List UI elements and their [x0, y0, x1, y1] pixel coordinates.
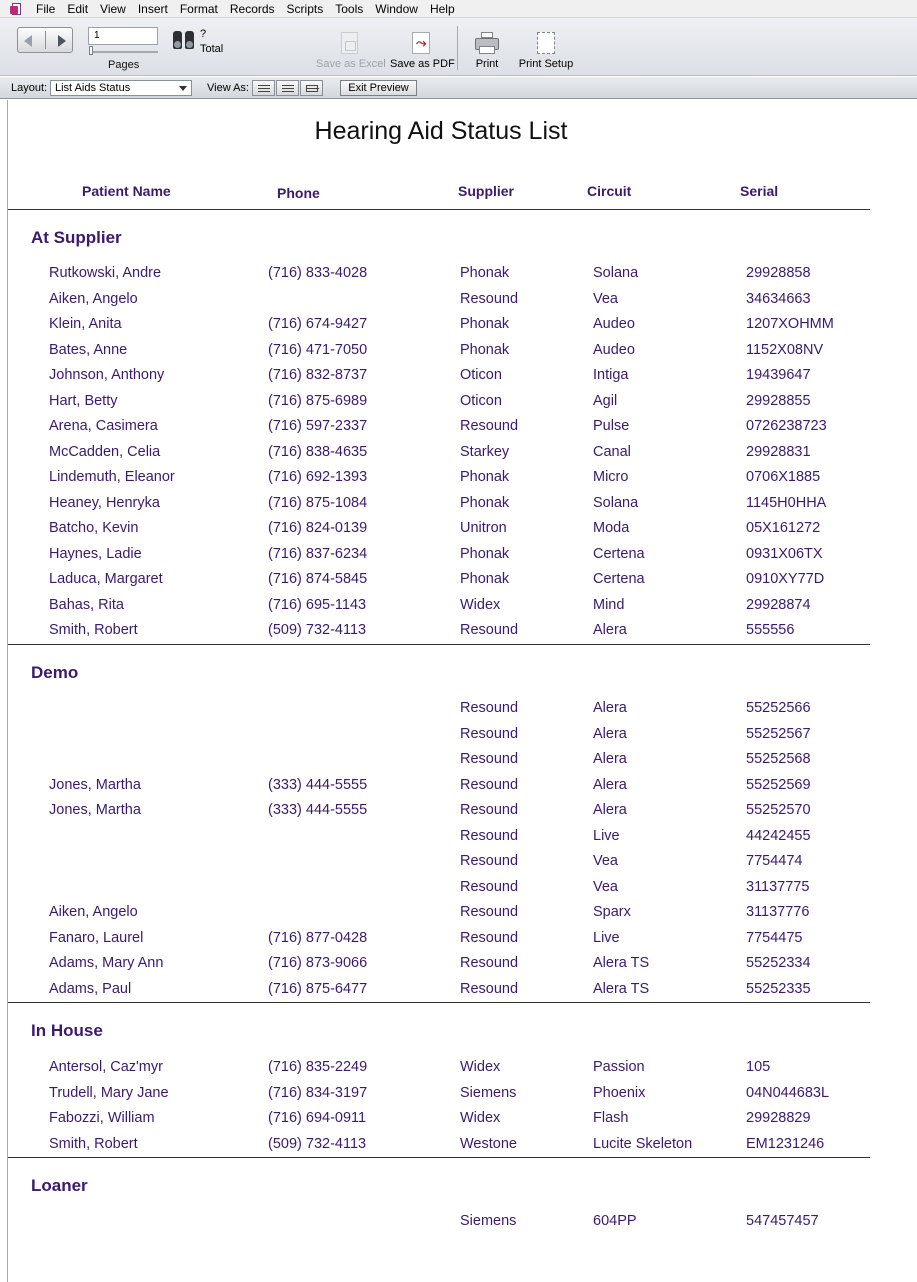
phone-cell: (716) 875-1084: [268, 494, 368, 511]
table-row: [0, 879, 917, 905]
column-header-supplier: Supplier: [458, 183, 515, 199]
circuit-cell: 604PP: [593, 1213, 637, 1229]
circuit-cell: Certena: [593, 571, 645, 587]
circuit-cell: Certena: [593, 545, 645, 562]
supplier-cell: Phonak: [460, 265, 510, 281]
page-slider-track[interactable]: [90, 51, 158, 53]
group-rows-in-house: [0, 1059, 917, 1161]
view-as-form-button[interactable]: [252, 80, 275, 96]
circuit-cell: Alera TS: [593, 980, 650, 997]
view-as-list-button[interactable]: [276, 80, 299, 96]
serial-cell: 7754474: [746, 853, 803, 869]
table-row: [0, 265, 917, 291]
menu-format[interactable]: Format: [179, 1, 218, 16]
column-header-circuit: Circuit: [587, 183, 632, 199]
supplier-cell: Resound: [460, 827, 519, 844]
phone-cell: (333) 444-5555: [268, 776, 368, 793]
supplier-cell: Resound: [460, 878, 519, 895]
group-title-at-supplier: At Supplier: [31, 228, 122, 247]
supplier-cell: Resound: [460, 904, 519, 920]
patient-name-cell: Bahas, Rita: [49, 596, 124, 613]
circuit-cell: Passion: [593, 1059, 645, 1075]
patient-name-cell: Hart, Betty: [49, 392, 118, 409]
table-row: [0, 726, 917, 752]
table-row: [0, 1059, 917, 1085]
group-rows-loaner: [0, 1213, 917, 1239]
serial-cell: 44242455: [746, 827, 811, 844]
group-rule: [8, 1002, 870, 1003]
circuit-cell: Micro: [593, 469, 629, 485]
table-row: [0, 930, 917, 956]
serial-cell: 29928831: [746, 443, 811, 460]
print-button[interactable]: Print: [470, 32, 504, 70]
group-rule: [8, 1157, 870, 1158]
toolbar-separator: [457, 26, 458, 70]
patient-name-cell: Batcho, Kevin: [49, 520, 139, 536]
circuit-cell: Pulse: [593, 418, 630, 434]
table-row: [0, 291, 917, 317]
previous-page-icon[interactable]: [24, 35, 32, 47]
patient-name-cell: Haynes, Ladie: [49, 545, 142, 562]
patient-name-cell: Arena, Casimera: [49, 418, 158, 434]
table-row: [0, 1213, 917, 1239]
table-row: [0, 1085, 917, 1111]
supplier-cell: Resound: [460, 290, 519, 307]
circuit-cell: Live: [593, 827, 620, 844]
supplier-cell: Resound: [460, 622, 519, 638]
form-view-icon: [258, 85, 270, 92]
menu-file[interactable]: File: [36, 1, 56, 16]
excel-document-icon: [334, 32, 364, 56]
menu-bar: [0, 0, 917, 18]
supplier-cell: Resound: [460, 776, 519, 793]
supplier-cell: Phonak: [460, 494, 510, 511]
supplier-cell: Starkey: [460, 443, 510, 460]
supplier-cell: Phonak: [460, 316, 510, 332]
table-row: [0, 444, 917, 470]
phone-cell: (716) 833-4028: [268, 265, 368, 281]
serial-cell: 29928829: [746, 1110, 811, 1126]
patient-name-cell: Aiken, Angelo: [49, 904, 138, 920]
phone-cell: (716) 874-5845: [268, 571, 368, 587]
table-row: [0, 802, 917, 828]
serial-cell: 0910XY77D: [746, 571, 825, 587]
phone-cell: (716) 837-6234: [268, 545, 368, 562]
phone-cell: (716) 834-3197: [268, 1084, 368, 1101]
serial-cell: 55252569: [746, 776, 811, 793]
serial-cell: 1152X08NV: [746, 341, 824, 358]
serial-cell: 0706X1885: [746, 469, 821, 485]
serial-cell: 0931X06TX: [746, 545, 823, 562]
circuit-cell: Alera: [593, 776, 627, 793]
phone-cell: (716) 835-2249: [268, 1059, 368, 1075]
circuit-cell: Vea: [593, 853, 618, 869]
save-as-pdf-button[interactable]: ⤳ Save as PDF: [390, 32, 452, 70]
supplier-cell: Unitron: [460, 520, 507, 536]
phone-cell: (716) 694-0911: [268, 1110, 367, 1126]
layout-bar: [0, 77, 917, 99]
patient-name-cell: Fanaro, Laurel: [49, 929, 144, 946]
patient-name-cell: Smith, Robert: [49, 1135, 138, 1152]
table-row: [0, 495, 917, 521]
phone-cell: (716) 877-0428: [268, 929, 368, 946]
phone-cell: (716) 838-4635: [268, 443, 368, 460]
supplier-cell: Resound: [460, 853, 519, 869]
serial-cell: 55252567: [746, 725, 811, 742]
column-header-patient-name: Patient Name: [82, 183, 171, 199]
serial-cell: 55252570: [746, 802, 811, 818]
phone-cell: (509) 732-4113: [268, 1135, 367, 1152]
patient-name-cell: Aiken, Angelo: [49, 290, 138, 307]
circuit-cell: Audeo: [593, 316, 635, 332]
table-row: [0, 1110, 917, 1136]
group-rows-at-supplier: [0, 265, 917, 648]
circuit-cell: Audeo: [593, 341, 635, 358]
serial-cell: 105: [746, 1059, 771, 1075]
serial-cell: 55252334: [746, 955, 811, 971]
circuit-cell: Solana: [593, 494, 639, 511]
supplier-cell: Resound: [460, 802, 519, 818]
phone-cell: (716) 875-6477: [268, 980, 368, 997]
supplier-cell: Resound: [460, 700, 519, 716]
view-as-label: View As:: [207, 82, 249, 94]
print-setup-button[interactable]: Print Setup: [517, 32, 575, 70]
layout-select-value: List Aids Status: [55, 82, 131, 94]
table-row: [0, 469, 917, 495]
binoculars-icon: [173, 31, 195, 51]
table-row: [0, 571, 917, 597]
serial-cell: 555556: [746, 622, 795, 638]
serial-cell: 1207XOHMM: [746, 316, 834, 332]
column-header-phone: Phone: [277, 185, 320, 201]
supplier-cell: Resound: [460, 955, 519, 971]
list-view-icon: [282, 85, 294, 92]
circuit-cell: Alera: [593, 622, 627, 638]
circuit-cell: Mind: [593, 596, 625, 613]
table-row: [0, 700, 917, 726]
menu-view[interactable]: View: [100, 1, 126, 16]
serial-cell: 29928858: [746, 265, 811, 281]
pdf-document-icon: ⤳: [396, 32, 446, 56]
serial-cell: 29928874: [746, 596, 811, 613]
serial-cell: 19439647: [746, 367, 811, 383]
serial-cell: 547457457: [746, 1213, 819, 1229]
supplier-cell: Resound: [460, 418, 519, 434]
serial-cell: 55252335: [746, 980, 811, 997]
group-rule: [8, 644, 870, 645]
patient-name-cell: Jones, Martha: [49, 802, 141, 818]
table-row: [0, 342, 917, 368]
circuit-cell: Alera: [593, 700, 627, 716]
serial-cell: 0726238723: [746, 418, 827, 434]
patient-name-cell: McCadden, Celia: [49, 443, 161, 460]
supplier-cell: Widex: [460, 1110, 501, 1126]
table-row: [0, 393, 917, 419]
supplier-cell: Westone: [460, 1135, 517, 1152]
phone-cell: (716) 873-9066: [268, 955, 368, 971]
view-as-table-button[interactable]: [300, 80, 323, 96]
supplier-cell: Phonak: [460, 571, 510, 587]
table-row: [0, 546, 917, 572]
column-header-serial: Serial: [740, 183, 779, 199]
phone-cell: (716) 832-8737: [268, 367, 368, 383]
table-row: [0, 751, 917, 777]
serial-cell: 04N044683L: [746, 1084, 830, 1101]
phone-cell: (716) 692-1393: [268, 469, 368, 485]
header-rule: [8, 209, 870, 210]
layout-label: Layout:: [11, 82, 48, 94]
circuit-cell: Intiga: [593, 367, 629, 383]
serial-cell: 31137775: [746, 878, 810, 895]
supplier-cell: Siemens: [460, 1084, 517, 1101]
patient-name-cell: Johnson, Anthony: [49, 367, 165, 383]
patient-name-cell: Bates, Anne: [49, 341, 128, 358]
supplier-cell: Resound: [460, 751, 519, 767]
serial-cell: 7754475: [746, 929, 803, 946]
circuit-cell: Live: [593, 929, 620, 946]
patient-name-cell: Adams, Paul: [49, 980, 132, 997]
menu-edit[interactable]: Edit: [67, 1, 89, 16]
circuit-cell: Alera: [593, 802, 627, 818]
circuit-cell: Vea: [593, 878, 618, 895]
patient-name-cell: Trudell, Mary Jane: [49, 1084, 169, 1101]
supplier-cell: Resound: [460, 725, 519, 742]
group-title-demo: Demo: [31, 663, 79, 682]
table-row: [0, 904, 917, 930]
supplier-cell: Oticon: [460, 367, 502, 383]
menu-insert[interactable]: Insert: [137, 1, 168, 16]
supplier-cell: Phonak: [460, 469, 510, 485]
supplier-cell: Oticon: [460, 392, 502, 409]
exit-preview-button[interactable]: Exit Preview: [340, 80, 417, 96]
circuit-cell: Flash: [593, 1110, 629, 1126]
circuit-cell: Moda: [593, 520, 630, 536]
pages-label: Pages: [108, 59, 140, 71]
phone-cell: (716) 695-1143: [268, 596, 367, 613]
group-title-in-house: In House: [31, 1021, 103, 1040]
page-number-input[interactable]: 1: [88, 27, 158, 45]
book-spine-icon: [45, 31, 46, 49]
patient-name-cell: Klein, Anita: [49, 316, 122, 332]
phone-cell: (333) 444-5555: [268, 802, 368, 818]
circuit-cell: Alera: [593, 725, 627, 742]
patient-name-cell: Adams, Mary Ann: [49, 955, 164, 971]
page-slider-thumb[interactable]: [89, 46, 93, 55]
circuit-cell: Agil: [593, 392, 618, 409]
serial-cell: 1145H0HHA: [746, 494, 827, 511]
menu-scripts[interactable]: Scripts: [286, 1, 324, 16]
patient-name-cell: Lindemuth, Eleanor: [49, 469, 175, 485]
phone-cell: (716) 597-2337: [268, 418, 368, 434]
circuit-cell: Solana: [593, 265, 639, 281]
serial-cell: EM1231246: [746, 1135, 825, 1152]
status-toolbar: [0, 18, 917, 76]
total-label: Total: [200, 43, 224, 55]
circuit-cell: Phoenix: [593, 1084, 646, 1101]
table-row: [0, 955, 917, 981]
circuit-cell: Vea: [593, 290, 618, 307]
total-count: ?: [200, 28, 207, 40]
menu-tools[interactable]: Tools: [335, 1, 364, 16]
menu-window[interactable]: Window: [375, 1, 418, 16]
circuit-cell: Alera TS: [593, 955, 650, 971]
menu-help[interactable]: Help: [429, 1, 455, 16]
app-icon: [10, 2, 24, 16]
report-title: Hearing Aid Status List: [314, 117, 568, 145]
supplier-cell: Siemens: [460, 1213, 517, 1229]
patient-name-cell: Heaney, Henryka: [49, 494, 160, 511]
table-row: [0, 520, 917, 546]
supplier-cell: Widex: [460, 1059, 501, 1075]
serial-cell: 31137776: [746, 904, 810, 920]
table-view-icon: [306, 85, 318, 92]
table-row: [0, 597, 917, 623]
printer-icon: [470, 32, 504, 56]
supplier-cell: Phonak: [460, 341, 510, 358]
patient-name-cell: Laduca, Margaret: [49, 571, 163, 587]
table-row: [0, 316, 917, 342]
phone-cell: (716) 471-7050: [268, 341, 368, 358]
supplier-cell: Phonak: [460, 545, 510, 562]
serial-cell: 55252568: [746, 751, 811, 767]
next-page-icon[interactable]: [58, 35, 66, 47]
group-rows-demo: [0, 700, 917, 1006]
book-navigator[interactable]: [17, 27, 73, 53]
phone-cell: (716) 674-9427: [268, 316, 368, 332]
patient-name-cell: Smith, Robert: [49, 622, 138, 638]
phone-cell: (716) 875-6989: [268, 392, 368, 409]
circuit-cell: Sparx: [593, 904, 631, 920]
table-row: [0, 853, 917, 879]
serial-cell: 34634663: [746, 290, 811, 307]
supplier-cell: Resound: [460, 929, 519, 946]
serial-cell: 55252566: [746, 700, 811, 716]
table-row: [0, 418, 917, 444]
patient-name-cell: Antersol, Caz'myr: [49, 1059, 163, 1075]
circuit-cell: Lucite Skeleton: [593, 1135, 693, 1152]
serial-cell: 29928855: [746, 392, 811, 409]
supplier-cell: Resound: [460, 980, 519, 997]
table-row: [0, 777, 917, 803]
layout-select[interactable]: [50, 80, 192, 96]
menu-records[interactable]: Records: [229, 1, 275, 16]
phone-cell: (716) 824-0139: [268, 520, 368, 536]
chevron-down-icon: [179, 86, 187, 91]
circuit-cell: Alera: [593, 751, 627, 767]
page-setup-icon: [517, 32, 575, 56]
table-row: [0, 367, 917, 393]
save-as-excel-button[interactable]: Save as Excel: [316, 32, 382, 70]
table-row: [0, 828, 917, 854]
patient-name-cell: Fabozzi, William: [49, 1110, 155, 1126]
phone-cell: (509) 732-4113: [268, 622, 367, 638]
supplier-cell: Widex: [460, 596, 501, 613]
group-title-loaner: Loaner: [31, 1176, 88, 1195]
patient-name-cell: Jones, Martha: [49, 776, 141, 793]
circuit-cell: Canal: [593, 443, 631, 460]
patient-name-cell: Rutkowski, Andre: [49, 265, 162, 281]
serial-cell: 05X161272: [746, 520, 821, 536]
